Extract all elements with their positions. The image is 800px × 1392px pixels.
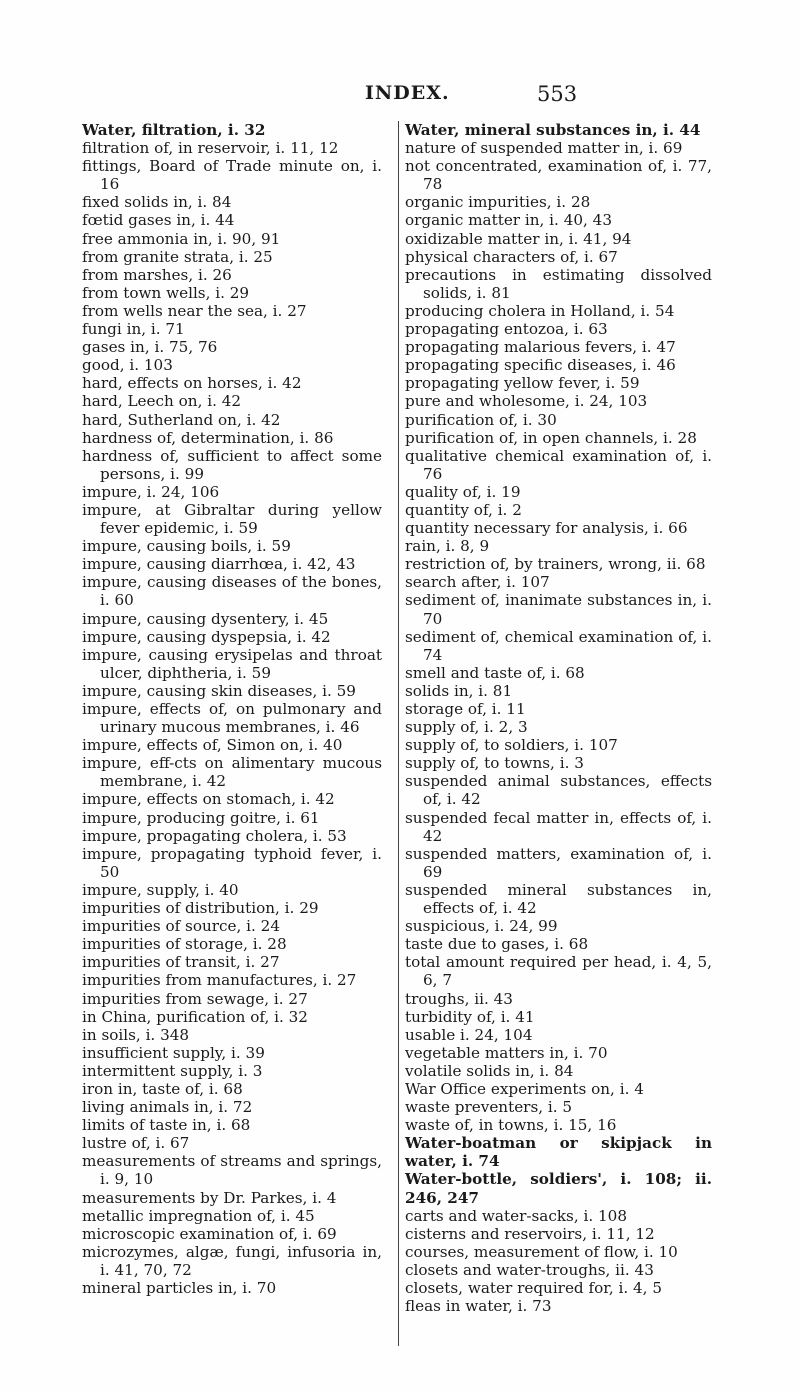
index-entry: fungi in, i. 71: [82, 320, 185, 339]
index-entry: metallic impregnation of, i. 45: [82, 1206, 315, 1225]
index-entry: impurities of source, i. 24: [82, 917, 281, 936]
index-entry: from granite strata, i. 25: [82, 247, 273, 266]
index-entry: organic impurities, i. 28: [405, 193, 591, 212]
index-entry: fixed solids in, i. 84: [82, 193, 232, 212]
index-entry: rain, i. 8, 9: [405, 537, 490, 556]
index-entry: impure, effects of, Simon on, i. 40: [82, 736, 343, 755]
index-entry: filtration of, in reservoir, i. 11, 12: [82, 139, 339, 158]
index-entry: impurities of distribution, i. 29: [82, 899, 319, 918]
index-entry: measurements of streams and springs, i. 9, 10: [82, 1152, 382, 1189]
index-entry: suspended fecal matter in, effects of, i. 42: [405, 808, 712, 845]
index-entry: fleas in water, i. 73: [405, 1297, 552, 1316]
index-entry: impurities from sewage, i. 27: [82, 989, 308, 1008]
index-entry: free ammonia in, i. 90, 91: [82, 229, 281, 248]
index-entry: iron in, taste of, i. 68: [82, 1079, 243, 1098]
index-entry: impure, effects of, on pulmonary and urinary mucous membranes, i. 46: [82, 700, 382, 737]
index-entry: fœtid gases in, i. 44: [82, 211, 235, 230]
index-entry: vegetable matters in, i. 70: [405, 1043, 608, 1062]
index-entry: restriction of, by trainers, wrong, ii. 68: [405, 555, 706, 574]
index-entry: supply of, i. 2, 3: [405, 718, 528, 737]
index-entry: nature of suspended matter in, i. 69: [405, 139, 683, 158]
index-entry: hard, effects on horses, i. 42: [82, 374, 302, 393]
index-entry: suspicious, i. 24, 99: [405, 917, 558, 936]
page-number: 553: [537, 82, 578, 106]
index-entry: propagating entozoa, i. 63: [405, 320, 608, 339]
index-entry: pure and wholesome, i. 24, 103: [405, 392, 648, 411]
index-heading-entry: Water-boatman or skipjack in water, i. 74: [405, 1134, 712, 1171]
index-entry: waste preventers, i. 5: [405, 1098, 573, 1117]
index-entry: precautions in estimating dissolved solids, i. 81: [405, 265, 712, 302]
index-entry: impure, i. 24, 106: [82, 482, 220, 501]
running-title: INDEX.: [365, 82, 450, 104]
index-entry: turbidity of, i. 41: [405, 1007, 535, 1026]
index-entry: quality of, i. 19: [405, 482, 521, 501]
index-entry: limits of taste in, i. 68: [82, 1116, 251, 1135]
index-entry: total amount required per head, i. 4, 5, 6, 7: [405, 953, 712, 990]
index-entry: impure, eff-cts on alimentary mucous membrane, i. 42: [82, 754, 382, 791]
index-entry: microscopic examination of, i. 69: [82, 1224, 337, 1243]
index-entry: War Office experiments on, i. 4: [405, 1079, 644, 1098]
index-entry: impure, causing dyspepsia, i. 42: [82, 627, 331, 646]
index-entry: volatile solids in, i. 84: [405, 1061, 574, 1080]
index-entry: lustre of, i. 67: [82, 1134, 190, 1153]
index-entry: oxidizable matter in, i. 41, 94: [405, 229, 632, 248]
index-entry: quantity of, i. 2: [405, 500, 522, 519]
index-entry: impure, causing dysentery, i. 45: [82, 609, 329, 628]
index-entry: impure, effects on stomach, i. 42: [82, 790, 335, 809]
index-entry: solids in, i. 81: [405, 681, 513, 700]
page-header: [0, 82, 800, 112]
index-heading-entry: Water, filtration, i. 32: [82, 121, 266, 139]
index-entry: carts and water-sacks, i. 108: [405, 1206, 627, 1225]
index-entry: propagating malarious fevers, i. 47: [405, 338, 676, 357]
index-entry: supply of, to towns, i. 3: [405, 754, 584, 773]
index-entry: suspended mineral substances in, effects of, i. 42: [405, 880, 712, 918]
index-entry: gases in, i. 75, 76: [82, 338, 218, 357]
index-entry: suspended animal substances, effects of, i. 42: [405, 772, 712, 809]
index-entry: impure, causing skin diseases, i. 59: [82, 681, 356, 700]
index-entry: physical characters of, i. 67: [405, 247, 618, 266]
index-entry: suspended matters, examination of, i. 69: [405, 844, 712, 881]
index-entry: supply of, to soldiers, i. 107: [405, 736, 618, 755]
index-entry: sediment of, inanimate substances in, i. 70: [405, 591, 712, 628]
index-entry: taste due to gases, i. 68: [405, 935, 589, 954]
index-entry: usable i. 24, 104: [405, 1025, 533, 1044]
index-entry: impure, causing boils, i. 59: [82, 537, 291, 556]
index-entry: hardness of, sufficient to affect some persons, i. 99: [82, 446, 382, 483]
index-entry: from town wells, i. 29: [82, 283, 250, 302]
index-entry: impure, causing diseases of the bones, i. 60: [82, 573, 382, 610]
index-entry: closets and water-troughs, ii. 43: [405, 1260, 654, 1279]
index-entry: good, i. 103: [82, 356, 173, 375]
index-entry: impure, causing diarrhœa, i. 42, 43: [82, 555, 356, 574]
index-entry: sediment of, chemical examination of, i. 74: [405, 627, 712, 664]
index-entry: fittings, Board of Trade minute on, i. 16: [82, 157, 382, 194]
index-entry: impurities from manufactures, i. 27: [82, 971, 357, 990]
index-entry: impure, propagating cholera, i. 53: [82, 826, 347, 845]
index-entry: courses, measurement of flow, i. 10: [405, 1242, 678, 1261]
index-entry: organic matter in, i. 40, 43: [405, 211, 613, 230]
index-entry: microzymes, algæ, fungi, infusoria in, i. 41, 70, 72: [82, 1242, 382, 1279]
index-entry: propagating yellow fever, i. 59: [405, 374, 640, 393]
index-heading-entry: Water-bottle, soldiers', i. 108; ii. 246, 247: [405, 1170, 712, 1207]
index-entry: cisterns and reservoirs, i. 11, 12: [405, 1224, 655, 1243]
index-entry: purification of, i. 30: [405, 410, 557, 429]
column-divider: [398, 121, 399, 1346]
index-entry: search after, i. 107: [405, 573, 550, 592]
index-entry: in China, purification of, i. 32: [82, 1007, 308, 1026]
index-entry: impure, at Gibraltar during yellow fever epidemic, i. 59: [82, 500, 382, 538]
index-entry: waste of, in towns, i. 15, 16: [405, 1116, 617, 1135]
index-column-left: [82, 121, 382, 1297]
index-entry: propagating specific diseases, i. 46: [405, 356, 676, 375]
index-entry: from wells near the sea, i. 27: [82, 301, 307, 320]
index-heading-entry: Water, mineral substances in, i. 44: [405, 121, 701, 139]
index-entry: purification of, in open channels, i. 28: [405, 428, 697, 447]
index-entry: measurements by Dr. Parkes, i. 4: [82, 1188, 337, 1207]
index-entry: hardness of, determination, i. 86: [82, 428, 334, 447]
index-entry: impure, supply, i. 40: [82, 880, 239, 899]
index-entry: qualitative chemical examination of, i. 76: [405, 446, 712, 483]
index-entry: quantity necessary for analysis, i. 66: [405, 519, 688, 538]
index-entry: troughs, ii. 43: [405, 989, 513, 1008]
index-entry: producing cholera in Holland, i. 54: [405, 301, 675, 320]
index-entry: impure, propagating typhoid fever, i. 50: [82, 844, 382, 881]
index-entry: insufficient supply, i. 39: [82, 1043, 265, 1062]
index-entry: from marshes, i. 26: [82, 265, 232, 284]
index-entry: hard, Leech on, i. 42: [82, 392, 242, 411]
index-entry: hard, Sutherland on, i. 42: [82, 410, 281, 429]
index-column-right: [405, 121, 712, 1315]
index-entry: in soils, i. 348: [82, 1025, 190, 1044]
index-entry: smell and taste of, i. 68: [405, 663, 585, 682]
index-entry: living animals in, i. 72: [82, 1098, 253, 1117]
index-entry: not concentrated, examination of, i. 77, 78: [405, 157, 712, 194]
index-entry: closets, water required for, i. 4, 5: [405, 1279, 662, 1297]
index-entry: impure, producing goitre, i. 61: [82, 808, 320, 827]
index-entry: impure, causing erysipelas and throat ulcer, diphtheria, i. 59: [82, 645, 382, 682]
index-entry: storage of, i. 11: [405, 700, 526, 718]
index-entry: impurities of storage, i. 28: [82, 935, 287, 954]
index-entry: impurities of transit, i. 27: [82, 953, 280, 972]
index-entry: intermittent supply, i. 3: [82, 1061, 263, 1080]
index-entry: mineral particles in, i. 70: [82, 1279, 277, 1297]
